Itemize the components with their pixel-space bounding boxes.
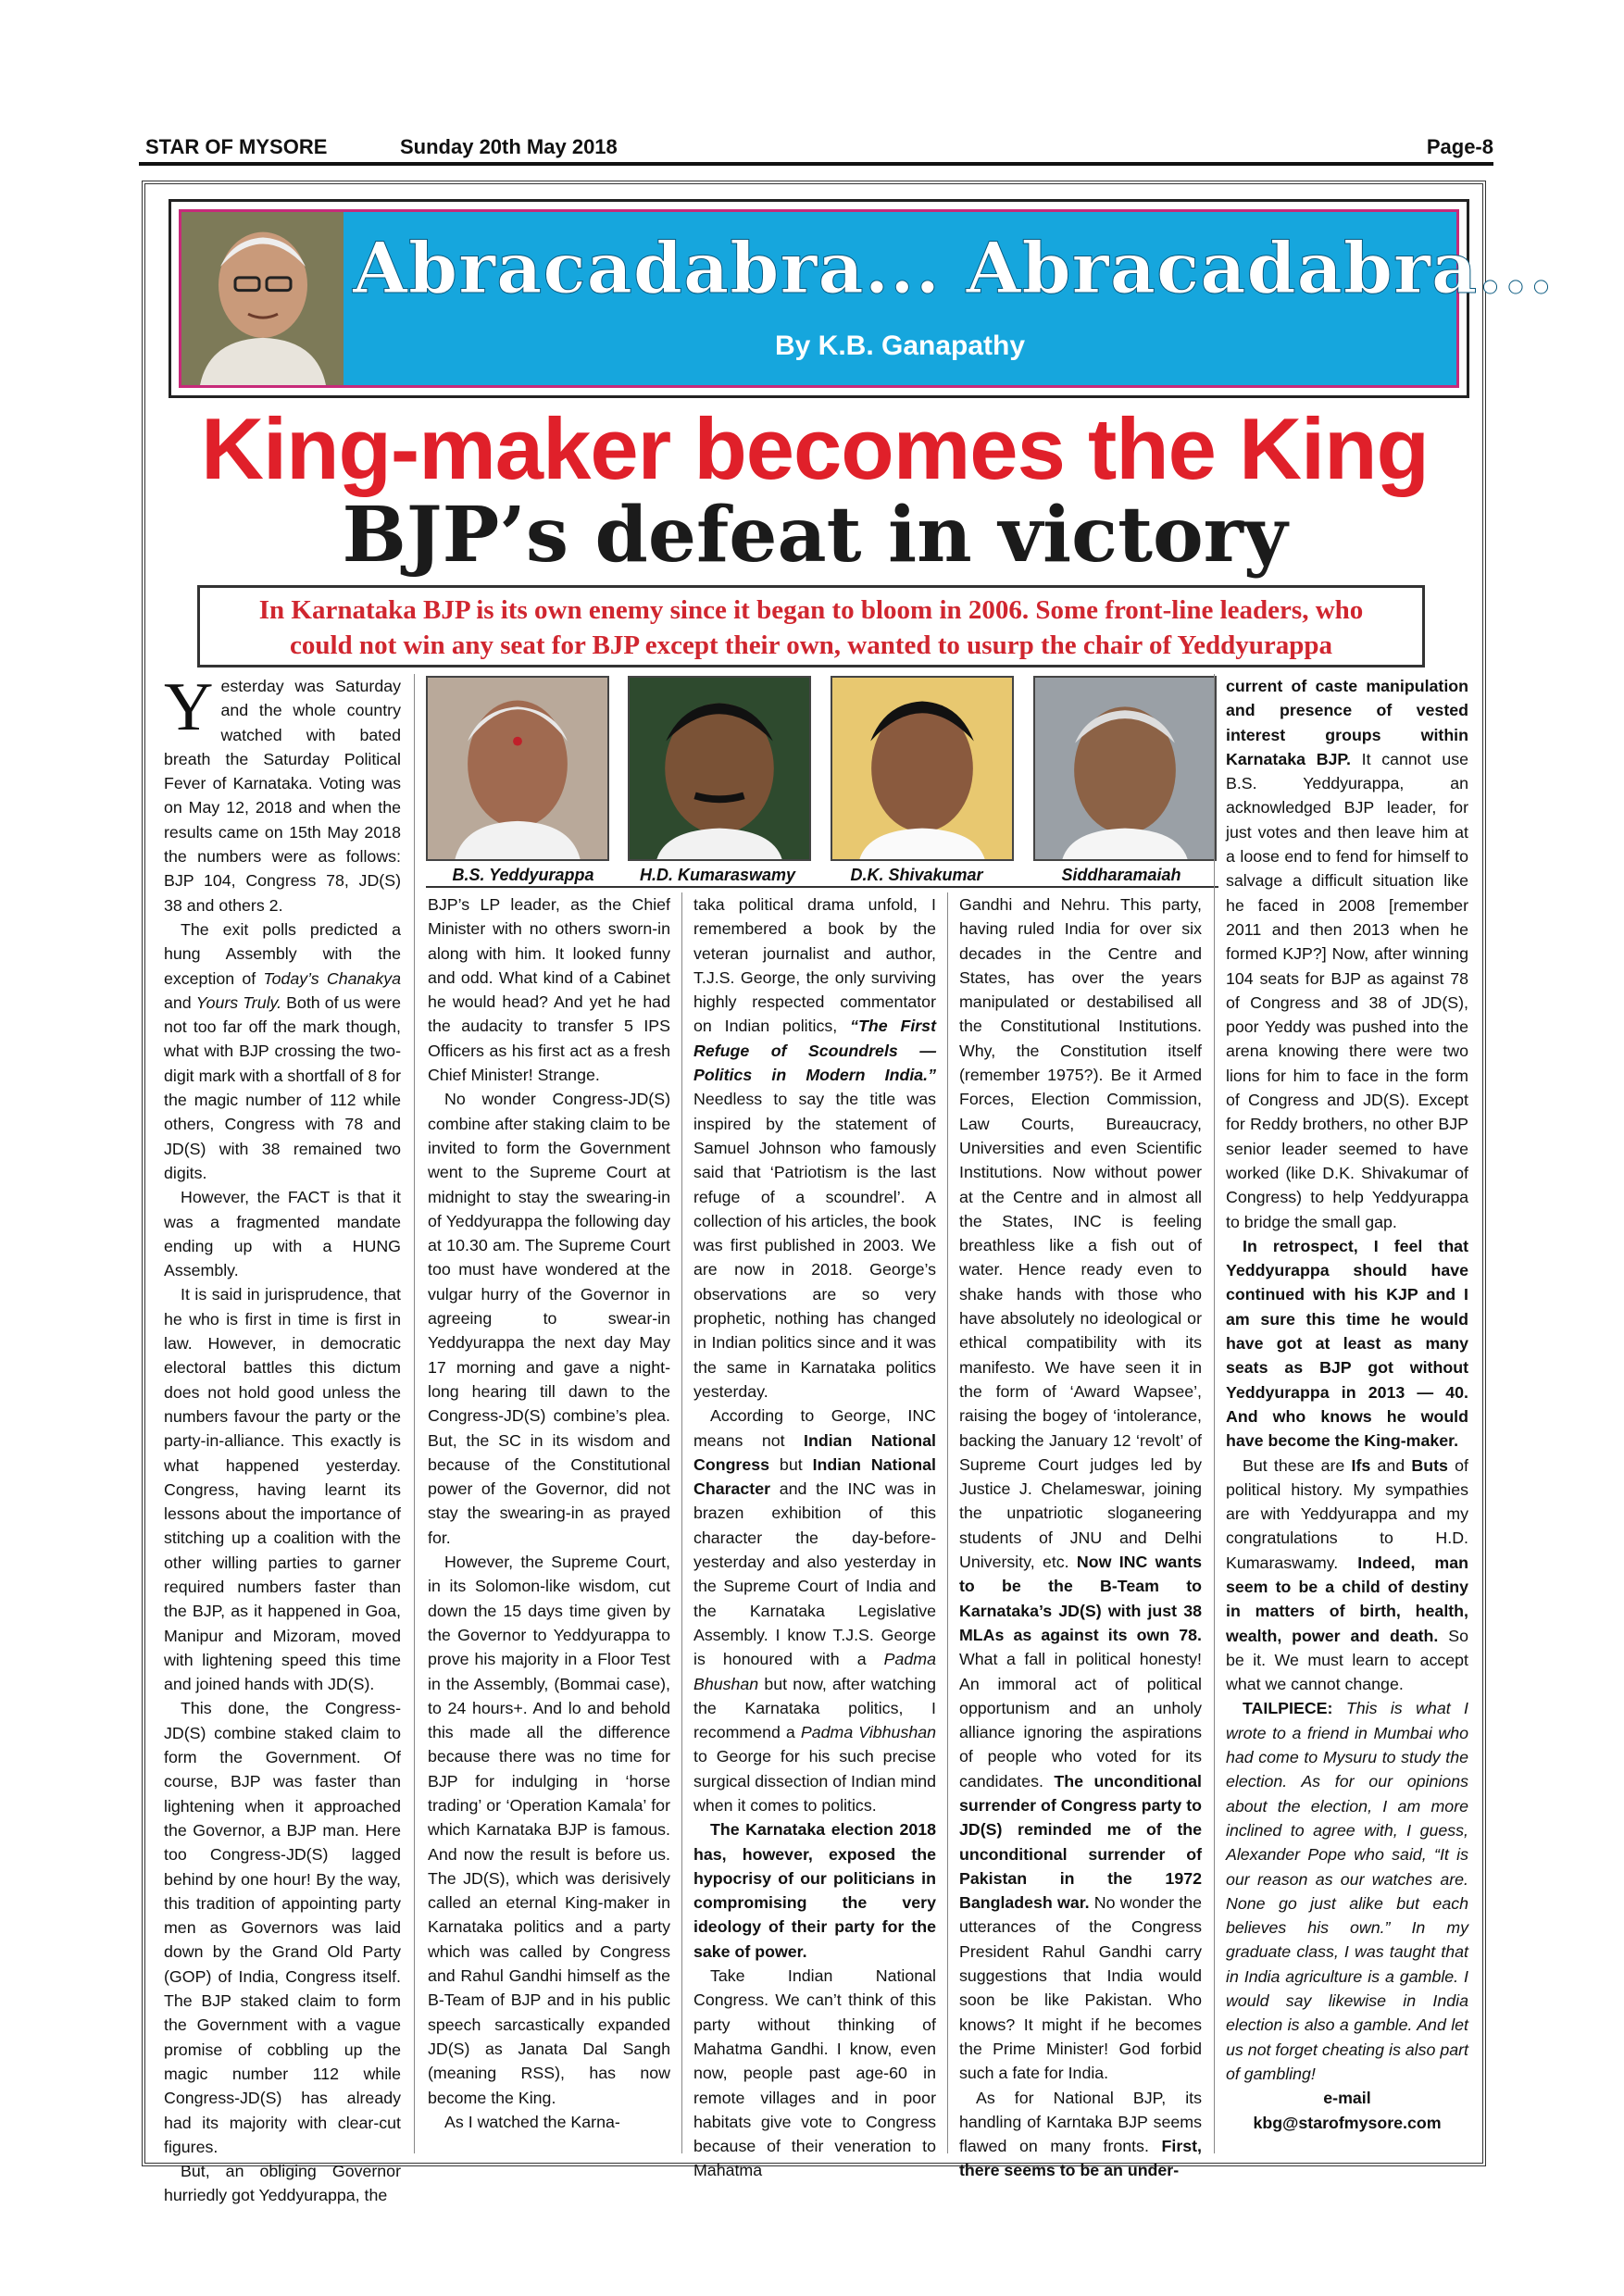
paragraph: As I watched the Karna- [444,2112,620,2131]
photo-strip [426,676,1218,861]
paragraph: and [164,992,196,1012]
paragraph: Needless to say the title was inspired by the statement of Samuel Johnson who famously said that ‘Patriotism is the last refuge of a scoundrel’. A collection of his articles, the book was first published in 2003. We are now in 2018. George’s observations are so very prophetic, nothing has changed in Indian politics since and it was the same in Karnataka politics yesterday. [693,1090,936,1401]
column-title: Abracadabra... Abracadabra... [353,227,1555,309]
caption: H.D. Kumaraswamy [639,866,796,884]
issue-date: Sunday 20th May 2018 [400,135,618,158]
emphasis: The unconditional surrender of Congress party to JD(S) reminded me of the unconditional surrender of Pakistan in the 1972 Bangladesh war. [959,1771,1202,1913]
article-column-4 [959,892,1202,2183]
column-rule [414,674,415,2153]
column-rule [947,892,948,2153]
emphasis: Indian National Character [693,1454,936,1499]
author-email[interactable]: kbg@starofmysore.com [1253,2113,1442,2132]
paragraph: and the INC was in brazen exhibition of this character the day-before-yesterday and also yesterday in the Supreme Court of India and the Karnataka Legislative Assembly. I know T.J.S. George is honoured with a [693,1479,936,1669]
photo-kumaraswamy [628,676,811,861]
paragraph: BJP’s LP leader, as the Chief Minister with no others sworn-in along with him. It looked funny and odd. What kind of a Cabinet he would head? And yet he had the audacity to transfer 5 IPS Officers as his first act as a fresh Chief Minister! Strange. [428,895,670,1085]
paragraph: In retrospect, I feel that Yeddyurappa should have continued with his KJP and I am sure this time he would have got at least as many seats as BJP got without Yeddyurappa in 2013 — 40. And who knows he would have become the King-maker. [1226,1236,1468,1451]
photo-siddharamaiah [1033,676,1217,861]
paragraph: of political history. My sympathies are with Yeddyurappa and my congratulations to H.D. Kumaraswamy. [1226,1455,1468,1572]
paragraph: What a fall in political honesty! An immoral act of political opportunism and an unholy alliance ignoring the aspirations of people who voted for its candidates. [959,1650,1202,1791]
photo-shivakumar [831,676,1014,861]
author-portrait [181,212,344,385]
header-rule [139,162,1493,166]
column-rule [681,892,682,2153]
paragraph: It is said in jurisprudence, that he who is first in time is first in law. However, in democratic electoral battles this dictum does not hold good unless the numbers favour the party or the party-in-alliance. This exactly is what happened yesterday. Congress, having learnt its lessons about the importance of stitching up a coalition with the other willing parties to garner required numbers faster than the BJP, as it happened in Goa, Manipur and Mizoram, moved with lightening speed this time and joined hands with JD(S). [164,1285,401,1694]
paragraph: So be it. We must learn to accept what we cannot change. [1226,1626,1468,1694]
caption: Siddharamaiah [1061,866,1181,884]
paragraph: but [769,1454,813,1474]
book-title: “The First Refuge of Scoundrels — Politics in Modern India.” [693,1017,936,1085]
article-column-1 [164,669,401,2208]
article-column-3 [693,892,936,2183]
paragraph: but now, after watching the Karnataka politics, I recommend a [693,1674,936,1742]
photo-yeddyurappa [426,676,609,861]
emphasis: Yours Truly. [195,992,282,1012]
article-column-2 [428,892,670,2134]
paragraph: The Karnataka election 2018 has, however, exposed the hypocrisy of our politicians in compromising the very ideology of their party for the sake of power. [693,1820,936,1961]
deck-line: In Karnataka BJP is its own enemy since it began to bloom in 2006. Some front-line leaders, who [258,595,1364,625]
emphasis: current of caste manipulation and presence of vested interest groups within Karnataka BJP. [1226,677,1468,768]
tailpiece-text: This is what I wrote to a friend in Mumbai who had come to Mysuru to study the election. As for our opinions about the election, I am more inclined to agree with, I guess, Alexander Pope who said, “It is our reason as our watches are. None go just alike but each believes his own.” In my graduate class, I was taught that in India agriculture is a gamble. I would say likewise in India election is also a gamble. And let us not forget cheating is also part of gambling! [1226,1699,1468,2083]
paragraph: Gandhi and Nehru. This party, having ruled India for over six decades in the Centre and States, has over the years manipulated or destabilised all the Constitutional Institutions. Why, the Constitution itself (remember 1975?). Be it Armed Forces, Election Commission, Law Courts, Bureaucracy, Universities and even Scientific Institutions. Now without power at the Centre and in almost all the States, INC is feeling breathless like a fish out of water. Hence ready even to shake hands with those who have absolutely no ideological or ethical compatibility with its manifesto. We have seen it in the form of ‘Award Wapsee’, raising the bogey of ‘intolerance, backing the January 12 ‘revolt’ of Supreme Court judges led by Justice J. Chelameswar, joining the unpatriotic sloganeering students of JNU and Delhi University, etc. [959,895,1202,1572]
photo-captions [426,866,1218,888]
tailpiece-label: TAILPIECE: [1243,1699,1333,1718]
page-number: Page-8 [1426,135,1493,158]
headline: King-maker becomes the King [201,400,1429,497]
paragraph: According to George, INC means not [693,1406,936,1450]
paragraph: Take Indian National Congress. We can’t think of this party without thinking of Mahatma Gandhi. I know, even now, people past age-60 in remote villages and in poor habitats give vote to Congress because of their veneration to Mahatma [693,1966,936,2180]
paragraph: to George for his such precise surgical dissection of Indian mind when it comes to politics. [693,1747,936,1815]
column-rule [1214,674,1215,2153]
caption: D.K. Shivakumar [850,866,983,884]
paragraph: It cannot use B.S. Yeddyurappa, an acknowledged BJP leader, for just votes and then leave him at a loose end to fend for himself to salvage a difficult situation like he faced in 2008 [remember 2011 and then 2013 when he formed KJP?] Now, after winning 104 seats for BJP as against 78 of Congress and 38 of JD(S), poor Yeddy was pushed into the arena knowing there were two lions for him to face in the form of Congress and JD(S). Except for Reddy brothers, no other BJP senior leader seemed to have worked (like D.K. Shivakumar of Congress) to help Yeddyurappa to bridge the small gap. [1226,749,1468,1231]
paragraph: No wonder the utterances of the Congress President Rahul Gandhi carry suggestions that India would soon be like Pakistan. Who knows? It might if he becomes the Prime Minister! God forbid such a fate for India. [959,1893,1202,2083]
paragraph: taka political drama unfold, I remembered a book by the veteran journalist and author, T.J.S. George, the only surviving highly respected commentator on Indian politics, [693,895,936,1036]
paragraph: Both of us were not too far off the mark though, what with BJP crossing the two-digit mark with a shortfall of 8 for the magic number of 112 while others, Congress with 78 and JD(S) with 38 remained two digits. [164,992,401,1182]
paragraph: This done, the Congress-JD(S) combine staked claim to form the Government. Of course, BJP was faster than lightening when it approached the Governor, a BJP man. Here too Congress-JD(S) lagged behind by one hour! By the way, this tradition of appointing party men as Governors was laid down by the Grand Old Party (GOP) of India, Congress itself. The BJP staked claim to form the Government with a vague promise of cobbling up the magic number 112 while Congress-JD(S) has already had its majority with clear-cut figures. [164,1699,401,2156]
emphasis: Padma Bhushan [693,1650,936,1693]
paper-name: STAR OF MYSORE [145,135,328,158]
paragraph: But, an obliging Governor hurriedly got Yeddyurappa, the [164,2162,401,2205]
paragraph: As for National BJP, its handling of Karntaka BJP seems flawed on many fronts. [959,2088,1202,2156]
emphasis: Indian National Congress [693,1430,936,1474]
paragraph: No wonder Congress-JD(S) combine after staking claim to be invited to form the Government went to the Supreme Court at midnight to stay the swearing-in of Yeddyurappa the following day at 10.30 am. The Supreme Court too must have wondered at the vulgar hurry of the Governor in agreeing to swear-in Yeddyurappa the next day May 17 morning and gave a night-long hearing till dawn to the Congress-JD(S) combine’s plea. But, the SC in its wisdom and because of the Constitutional power of the Governor, did not stay the swearing-in as prayed for. [428,1090,670,1547]
emphasis: Indeed, man seem to be a child of destiny in matters of birth, health, wealth, power and death. [1226,1553,1468,1645]
emphasis: Today’s Chanakya [263,968,401,988]
paragraph: and [1370,1455,1412,1475]
page-header [145,135,1493,157]
emphasis: Now INC wants to be the B-Team to Karnataka’s JD(S) with just 38 MLAs as against its own 78. [959,1553,1202,1644]
paragraph: The exit polls predicted a hung Assembly with the exception of [164,919,401,988]
deck-line: could not win any seat for BJP except their own, wanted to usurp the chair of Yeddyurappa [290,630,1332,660]
article-column-5 [1226,674,1468,2135]
paragraph: But these are [1243,1455,1352,1475]
drop-cap: Y [164,669,214,745]
deck [197,585,1425,668]
emphasis: First, there seems to be an under- [959,2137,1202,2180]
subheadline: BJP’s defeat in victory [342,491,1288,580]
byline: By K.B. Ganapathy [774,331,1026,361]
paragraph: However, the Supreme Court, in its Solomon-like wisdom, cut down the 15 days time given by the Governor to Yeddyurappa to prove his majority in a Floor Test in the Assembly, (Bommai case), to 24 hours+. And lo and behold this made all the difference because there was no time for BJP for indulging in ‘horse trading’ or ‘Operation Kamala’ for which Karnataka BJP is famous. And now the result is before us. The JD(S), which was derisively called an eternal King-maker in Karnataka politics and a party which was called by Congress and Rahul Gandhi himself as the B-Team of BJP and in his public speech sarcastically expanded JD(S) as Janata Dal Sangh (meaning RSS), has now become the King. [428,1553,670,2107]
emphasis: Padma Vibhushan [800,1723,936,1742]
emphasis: Ifs [1351,1455,1371,1475]
caption: B.S. Yeddyurappa [452,866,594,884]
paragraph: esterday was Saturday and the whole country watched with bated breath the Saturday Political Fever of Karnataka. Voting was on May 12, 2018 and when the results came on 15th May 2018 the numbers were as follows: BJP 104, Congress 78, JD(S) 38 and others 2. [164,677,401,915]
paragraph: However, the FACT is that it was a fragmented mandate ending up with a HUNG Assembly. [164,1188,401,1280]
email-label: e-mail [1323,2089,1371,2108]
emphasis: Buts [1411,1455,1448,1475]
column-banner [169,199,1555,398]
